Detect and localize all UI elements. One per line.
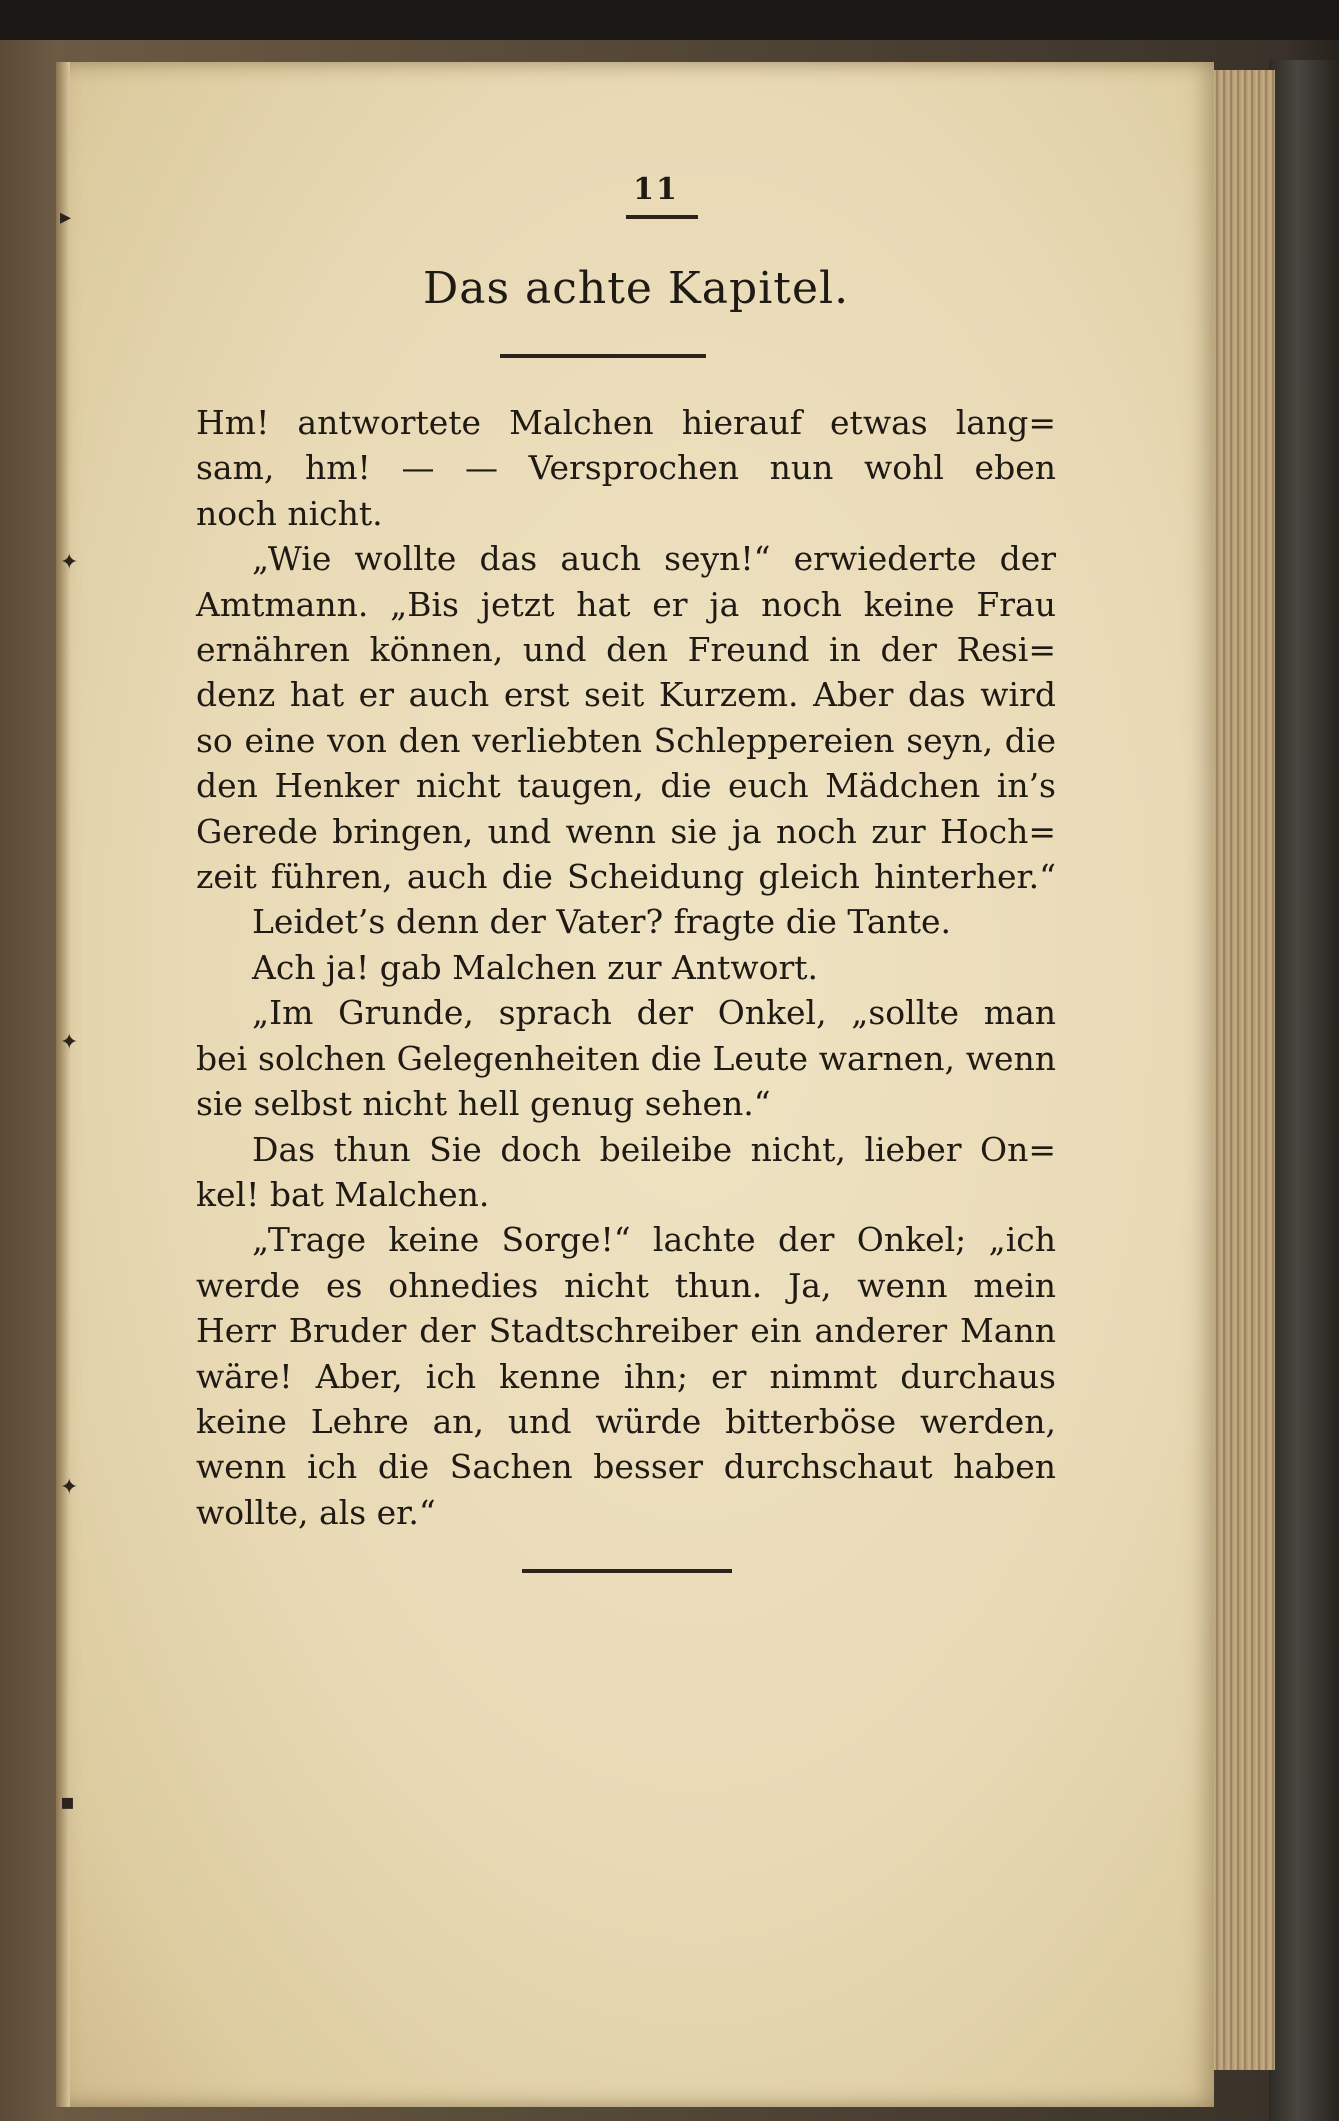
title-rule	[500, 354, 706, 358]
page-edges	[1205, 70, 1275, 2070]
margin-mark-icon: ▪	[60, 1790, 75, 1815]
text-line: ernähren können, und den Freund in der Resi=	[196, 630, 1056, 670]
body-text	[196, 400, 1056, 1535]
text-line: Gerede bringen, und wenn sie ja noch zur Hoch=	[196, 811, 1056, 851]
text-line: Hm! antwortete Malchen hierauf etwas lang=	[196, 403, 1056, 442]
header-rule	[626, 215, 698, 219]
text-line: zeit führen, auch die Scheidung gleich hinterher.“	[196, 857, 1056, 897]
text-line: sie selbst nicht hell genug sehen.“	[196, 1084, 771, 1124]
text-line: so eine von den verliebten Schleppereien seyn, die	[196, 720, 1056, 760]
text-line: Ach ja! gab Malchen zur Antwort.	[252, 947, 819, 987]
text-line: denz hat er auch erst seit Kurzem. Aber das wird	[196, 675, 1056, 715]
text-line: noch nicht.	[196, 493, 383, 533]
margin-mark-icon: ✦	[60, 1475, 79, 1500]
text-line: Leidet’s denn der Vater? fragte die Tante.	[252, 902, 952, 942]
text-line: „Trage keine Sorge!“ lachte der Onkel; „ich	[252, 1220, 1056, 1260]
page-number: 11	[633, 172, 679, 207]
text-line: „Wie wollte das auch seyn!“ erwiederte der	[252, 539, 1056, 579]
text-line: Das thun Sie doch beileibe nicht, lieber On=	[252, 1129, 1056, 1169]
end-rule	[522, 1569, 732, 1573]
margin-mark-icon: ✦	[60, 1030, 79, 1055]
text-line: wenn ich die Sachen besser durchschaut haben	[196, 1447, 1056, 1487]
page-content	[196, 172, 1056, 1573]
book-cover-edge	[1269, 60, 1339, 2121]
margin-mark-icon: ▸	[60, 205, 72, 230]
margin-mark-icon: ✦	[60, 550, 79, 575]
text-line: sam, hm! — — Versprochen nun wohl eben	[196, 448, 1056, 488]
text-line: Amtmann. „Bis jetzt hat er ja noch keine Frau	[196, 584, 1056, 624]
text-line: keine Lehre an, und würde bitterböse werden,	[196, 1401, 1056, 1441]
text-line: werde es ohnedies nicht thun. Ja, wenn mein	[196, 1265, 1056, 1305]
text-line: wäre! Aber, ich kenne ihn; er nimmt durchaus	[196, 1356, 1056, 1396]
text-line: kel! bat Malchen.	[196, 1174, 490, 1214]
text-line: „Im Grunde, sprach der Onkel, „sollte man	[252, 993, 1056, 1033]
text-line: bei solchen Gelegenheiten die Leute warnen, wenn	[196, 1038, 1056, 1078]
chapter-title: Das achte Kapitel.	[422, 263, 850, 314]
text-line: den Henker nicht taugen, die euch Mädchen in’s	[196, 766, 1056, 806]
text-line: Herr Bruder der Stadtschreiber ein anderer Mann	[196, 1311, 1056, 1351]
text-line: wollte, als er.“	[196, 1492, 436, 1532]
